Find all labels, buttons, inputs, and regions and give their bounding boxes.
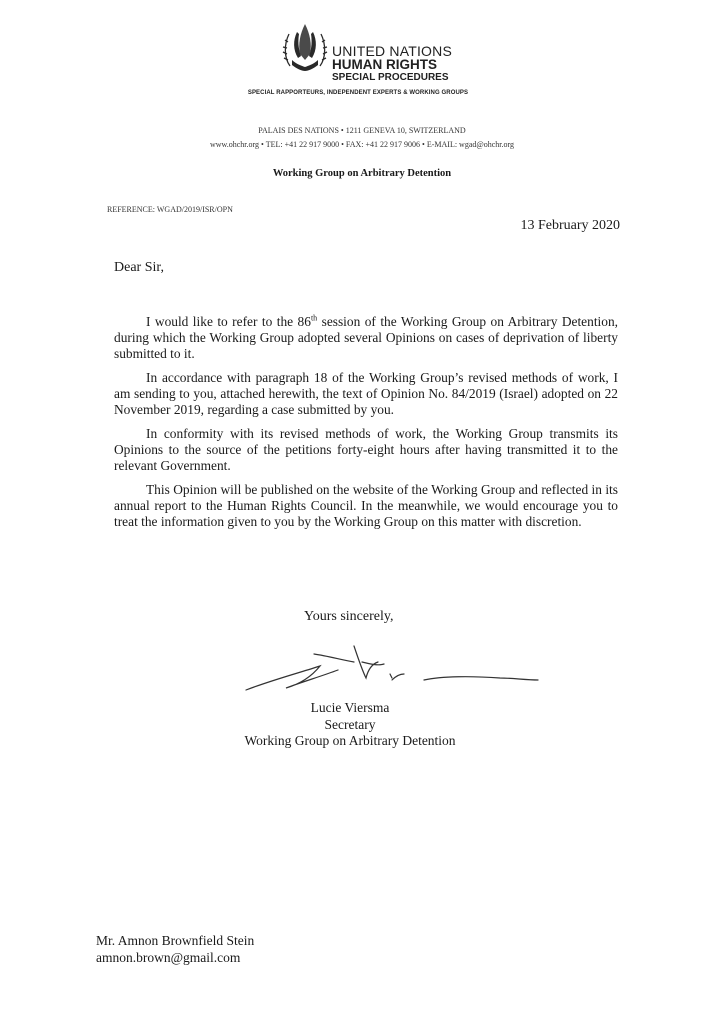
reference-number: REFERENCE: WGAD/2019/ISR/OPN bbox=[107, 205, 233, 214]
signatory-name: Lucie Viersma bbox=[310, 700, 390, 715]
recipient-name: Mr. Amnon Brownfield Stein bbox=[96, 933, 255, 948]
signatory-title: Secretary bbox=[324, 716, 376, 732]
salutation: Dear Sir, bbox=[114, 260, 164, 275]
recipient-email: amnon.brown@gmail.com bbox=[96, 950, 241, 965]
address-line-2: www.ohchr.org • TEL: +41 22 917 9000 • FAX: +41 22 917 9006 • E-MAIL: wgad@ohchr.org bbox=[209, 140, 515, 149]
body-paragraph-1 bbox=[114, 314, 618, 362]
working-group-title: Working Group on Arbitrary Detention bbox=[272, 168, 452, 179]
closing-phrase: Yours sincerely, bbox=[304, 609, 394, 624]
org-name-special-procedures: SPECIAL PROCEDURES bbox=[332, 72, 449, 83]
address-block bbox=[0, 124, 724, 152]
org-name-united-nations: UNITED NATIONS bbox=[332, 43, 452, 59]
body-paragraph-1-end: session of the Working Group on Arbitrary Detention, during which the Working Group adopted several Opinions on cases of deprivation of liberty submitted to it. bbox=[114, 314, 619, 361]
signatory-group: Working Group on Arbitrary Detention bbox=[244, 733, 456, 748]
address-line-1: PALAIS DES NATIONS • 1211 GENEVA 10, SWITZERLAND bbox=[258, 126, 466, 135]
body-paragraph-3: In conformity with its revised methods of work, the Working Group transmits its Opinions to the source of the petitions forty-eight hours after having transmitted it to the relevant Government. bbox=[114, 426, 618, 473]
body-paragraph-1-start: I would like to refer to the 86 bbox=[146, 314, 311, 329]
org-tagline: SPECIAL RAPPORTEURS, INDEPENDENT EXPERTS & WORKING GROUPS bbox=[247, 90, 469, 96]
org-name-block bbox=[332, 44, 452, 84]
org-name-human-rights: HUMAN RIGHTS bbox=[332, 57, 437, 72]
un-laurel-hands-icon bbox=[280, 20, 330, 78]
body-paragraph-2: In accordance with paragraph 18 of the Working Group’s revised methods of work, I am sending to you, attached herewith, the text of Opinion No. 84/2019 (Israel) adopted on 22 November 2019, regarding a case submitted by you. bbox=[114, 370, 618, 417]
letter-date: 13 February 2020 bbox=[520, 218, 620, 233]
body-paragraph-4: This Opinion will be published on the website of the Working Group and reflected in its annual report to the Human Rights Council. In the meanwhile, we would encourage you to treat the information given to you by the Working Group on this matter with discretion. bbox=[114, 482, 618, 529]
letter-body bbox=[114, 314, 618, 538]
letterhead bbox=[0, 18, 724, 104]
recipient-block bbox=[96, 932, 254, 966]
signatory-block bbox=[232, 700, 468, 750]
ordinal-suffix: th bbox=[310, 313, 318, 323]
